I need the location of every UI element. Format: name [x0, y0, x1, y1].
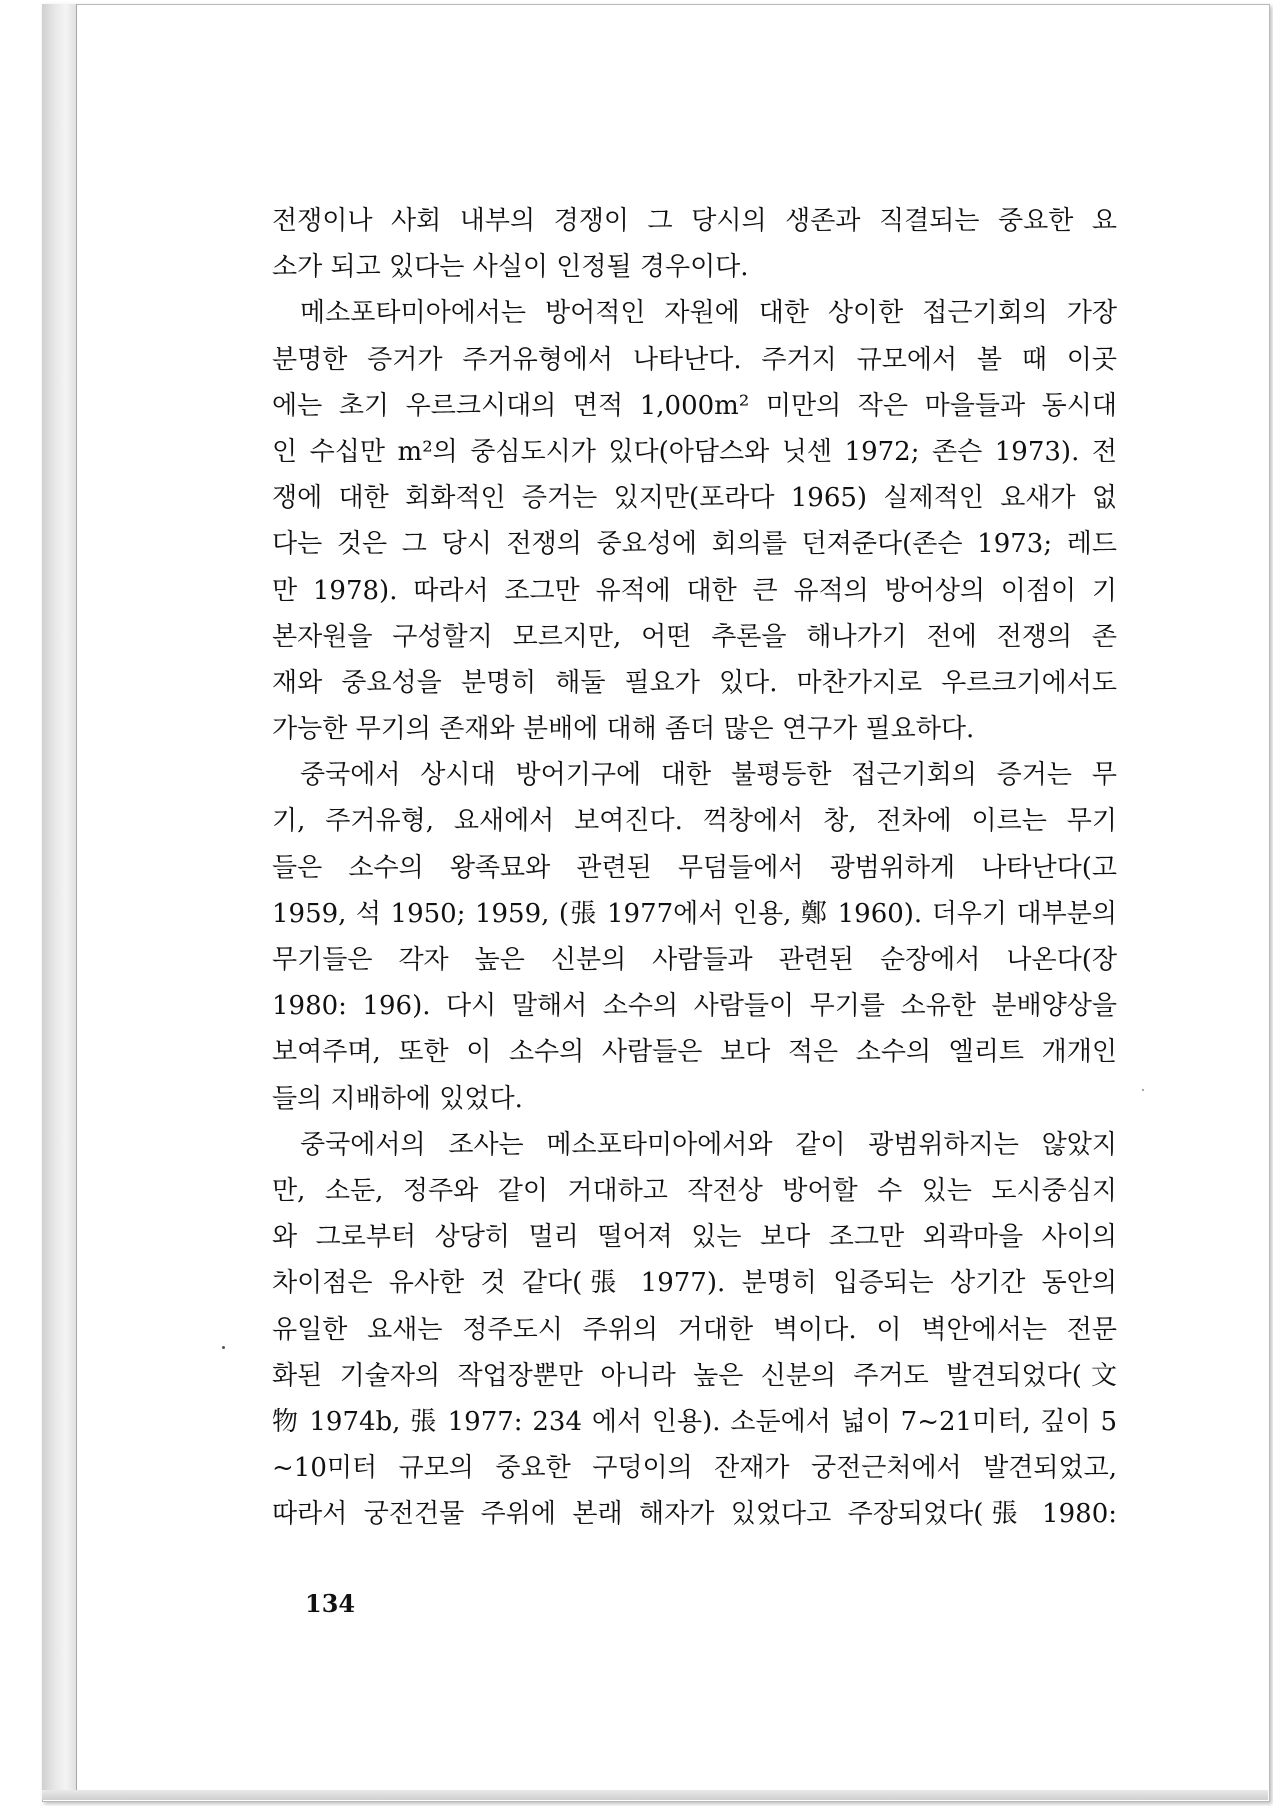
text-line: 본자원을 구성할지 모르지만, 어떤 추론을 해나가기 전에 전쟁의 존: [272, 621, 1117, 652]
text-line: 중국에서 상시대 방어기구에 대한 불평등한 접근기회의 증거는 무: [300, 760, 1117, 791]
scan-speck: [1142, 1089, 1144, 1091]
text-line: 기, 주거유형, 요새에서 보여진다. 꺽창에서 창, 전차에 이르는 무기: [272, 806, 1117, 837]
book-spine-edge: [42, 4, 77, 1800]
text-line: 재와 중요성을 분명히 해둘 필요가 있다. 마찬가지로 우르크기에서도: [272, 667, 1117, 698]
text-line: 중국에서의 조사는 메소포타미아에서와 같이 광범위하지는 않았지: [300, 1129, 1117, 1160]
text-line: 인 수십만 m²의 중심도시가 있다(아담스와 닛센 1972; 존슨 1973). 전: [272, 436, 1117, 467]
text-line: 다는 것은 그 당시 전쟁의 중요성에 회의를 던져준다(존슨 1973; 레드: [272, 529, 1117, 560]
text-line: 들은 소수의 왕족묘와 관련된 무덤들에서 광범위하게 나타난다(고: [272, 852, 1117, 883]
page-number: 134: [305, 1589, 356, 1618]
text-line: ~10미터 규모의 중요한 구덩이의 잔재가 궁전근처에서 발견되었고,: [272, 1453, 1117, 1484]
text-line: 무기들은 각자 높은 신분의 사람들과 관련된 순장에서 나온다(장: [272, 945, 1117, 975]
text-line: 화된 기술자의 작업장뿐만 아니라 높은 신분의 주거도 발견되었다(文: [272, 1360, 1117, 1391]
text-line: 1980: 196). 다시 말해서 소수의 사람들이 무기를 소유한 분배양상을: [272, 991, 1117, 1022]
scan-speck: [222, 1346, 225, 1349]
text-line: 와 그로부터 상당히 멀리 떨어져 있는 보다 조그만 외곽마을 사이의: [272, 1222, 1117, 1253]
body-text: [272, 198, 1117, 1537]
text-line: 쟁에 대한 회화적인 증거는 있지만(포라다 1965) 실제적인 요새가 없: [272, 483, 1117, 514]
text-line: 전쟁이나 사회 내부의 경쟁이 그 당시의 생존과 직결되는 중요한 요: [272, 206, 1117, 236]
text-line: 유일한 요새는 정주도시 주위의 거대한 벽이다. 이 벽안에서는 전문: [272, 1314, 1117, 1345]
text-line: 보여주며, 또한 이 소수의 사람들은 보다 적은 소수의 엘리트 개개인: [272, 1037, 1117, 1068]
text-line: 만 1978). 따라서 조그만 유적에 대한 큰 유적의 방어상의 이점이 기: [272, 575, 1117, 606]
text-line: 1959, 석 1950; 1959, (張 1977에서 인용, 鄭 1960). 더우기 대부분의: [272, 898, 1117, 929]
text-line: 따라서 궁전건물 주위에 본래 해자가 있었다고 주장되었다(張 1980:: [272, 1499, 1117, 1530]
text-line: 메소포타미아에서는 방어적인 자원에 대한 상이한 접근기회의 가장: [300, 298, 1117, 329]
text-line: 차이점은 유사한 것 같다(張 1977). 분명히 입증되는 상기간 동안의: [272, 1268, 1117, 1299]
text-line: 만, 소둔, 정주와 같이 거대하고 작전상 방어할 수 있는 도시중심지: [272, 1175, 1117, 1206]
text-line: 物 1974b, 張 1977: 234 에서 인용). 소둔에서 넓이 7~21미터, 깊이 5: [272, 1406, 1117, 1437]
text-line: 소가 되고 있다는 사실이 인정될 경우이다.: [272, 252, 749, 283]
text-line: 가능한 무기의 존재와 분배에 대해 좀더 많은 연구가 필요하다.: [272, 714, 975, 745]
text-line: 분명한 증거가 주거유형에서 나타난다. 주거지 규모에서 볼 때 이곳: [272, 344, 1117, 375]
text-line: 들의 지배하에 있었다.: [272, 1083, 523, 1114]
text-line: 에는 초기 우르크시대의 면적 1,000m² 미만의 작은 마을들과 동시대: [272, 390, 1117, 421]
book-bottom-edge: [42, 1790, 1268, 1800]
